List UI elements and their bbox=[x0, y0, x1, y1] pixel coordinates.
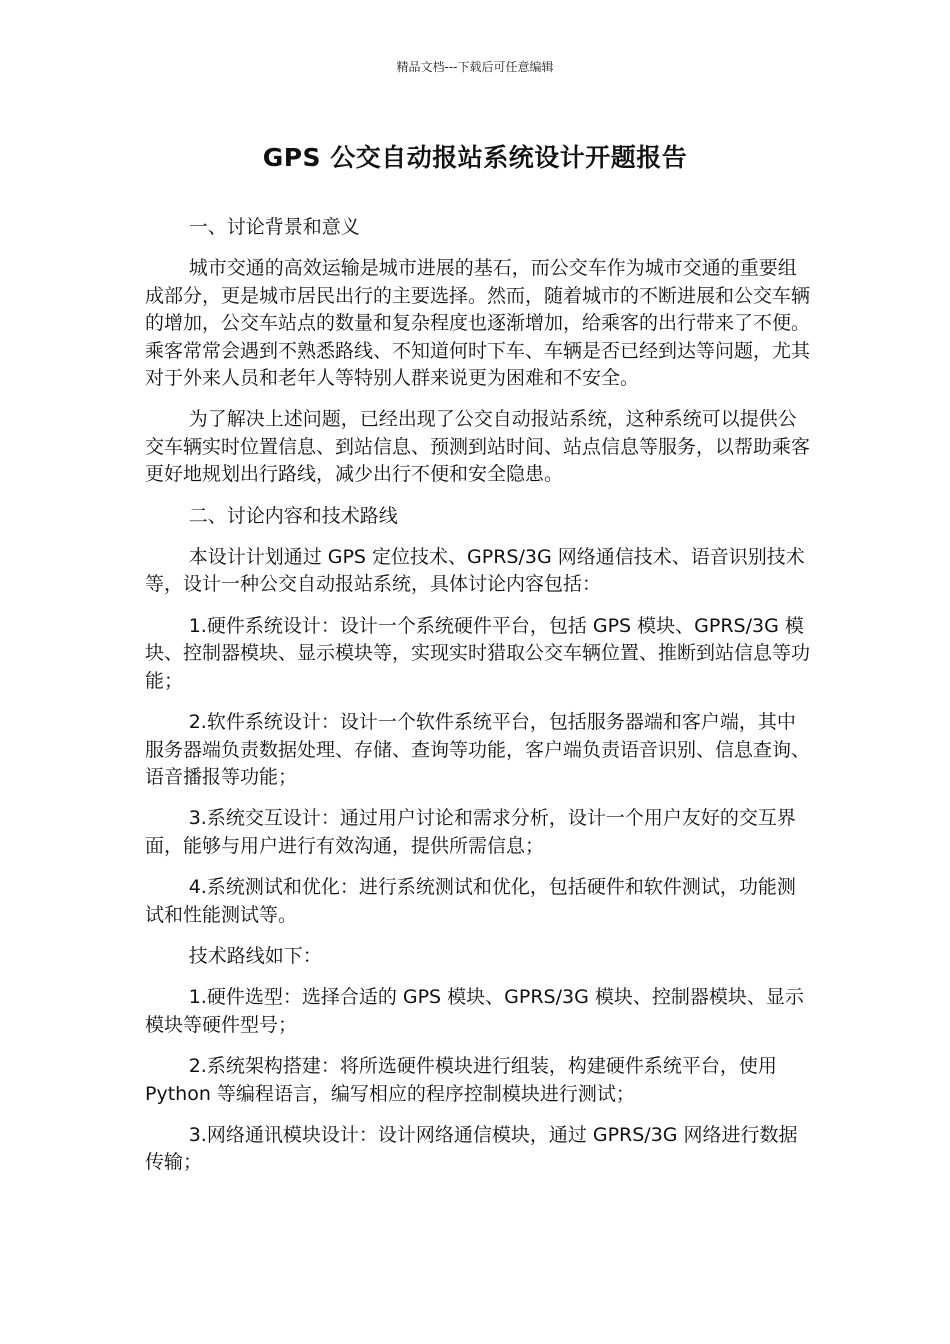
list-item-interaction-design: 3.系统交互设计：通过用户讨论和需求分析，设计一个用户友好的交互界面，能够与用户进行有效沟通，提供所需信息； bbox=[145, 807, 796, 857]
paragraph-background-1: 城市交通的高效运输是城市进展的基石，而公交车作为城市交通的重要组成部分，更是城市居民出行的主要选择。然而，随着城市的不断进展和公交车辆的增加，公交车站点的数量和复杂程度也逐渐增加，给乘客的出行带来了不便。乘客常常会遇到不熟悉路线、不知道何时下车、车辆是否已经到达等问题，尤其对于外来人员和老年人等特别人群来说更为困难和不安全。 bbox=[145, 257, 811, 390]
document-title: GPS 公交自动报站系统设计开题报告 bbox=[262, 143, 688, 172]
header-note: 精品文档---下载后可任意编辑 bbox=[396, 60, 554, 74]
paragraph-content-intro: 本设计计划通过 GPS 定位技术、GPRS/3G 网络通信技术、语音识别技术等，设计一种公交自动报站系统，具体讨论内容包括： bbox=[145, 546, 805, 596]
list-item-hardware-selection: 1.硬件选型：选择合适的 GPS 模块、GPRS/3G 模块、控制器模块、显示模块等硬件型号； bbox=[145, 986, 804, 1036]
list-item-testing: 4.系统测试和优化：进行系统测试和优化，包括硬件和软件测试，功能测试和性能测试等。 bbox=[145, 876, 796, 926]
list-item-software-design: 2.软件系统设计：设计一个软件系统平台，包括服务器端和客户端，其中服务器端负责数据处理、存储、查询等功能，客户端负责语音识别、信息查询、语音播报等功能； bbox=[145, 711, 811, 788]
paragraph-background-2: 为了解决上述问题，已经出现了公交自动报站系统，这种系统可以提供公交车辆实时位置信息、到站信息、预测到站时间、站点信息等服务，以帮助乘客更好地规划出行路线，减少出行不便和安全隐患。 bbox=[145, 408, 811, 486]
section-heading-content: 二、讨论内容和技术路线 bbox=[188, 504, 398, 527]
section-heading-background: 一、讨论背景和意义 bbox=[188, 216, 360, 238]
document-body bbox=[145, 214, 813, 1191]
paragraph-tech-route-intro: 技术路线如下： bbox=[188, 944, 322, 967]
list-item-architecture: 2.系统架构搭建：将所选硬件模块进行组装，构建硬件系统平台，使用 Python 等编程语言，编写相应的程序控制模块进行测试； bbox=[145, 1055, 777, 1105]
list-item-hardware-design: 1.硬件系统设计：设计一个系统硬件平台，包括 GPS 模块、GPRS/3G 模块、控制器模块、显示模块等，实现实时猎取公交车辆位置、推断到站信息等功能； bbox=[145, 614, 811, 692]
list-item-network-module: 3.网络通讯模块设计：设计网络通信模块，通过 GPRS/3G 网络进行数据传输； bbox=[145, 1123, 798, 1174]
